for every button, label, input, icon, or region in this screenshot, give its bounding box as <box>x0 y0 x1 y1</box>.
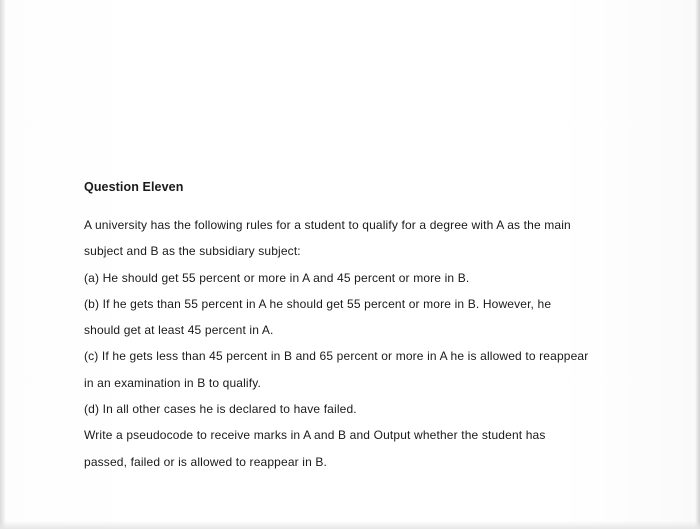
page-edge-shadow-bottom <box>0 521 700 529</box>
page-edge-shadow-right <box>695 0 700 529</box>
rule-b-line: (b) If he gets than 55 percent in A he should get 55 percent or more in B. However, he <box>84 296 552 311</box>
rule-a-line: (a) He should get 55 percent or more in A and 45 percent or more in B. <box>84 270 470 285</box>
rule-c-line: in an examination in B to qualify. <box>84 375 261 390</box>
page-edge-shadow-left <box>0 0 6 529</box>
task-instruction-line: passed, failed or is allowed to reappear in B. <box>84 454 328 469</box>
rule-d-line: (d) In all other cases he is declared to have failed. <box>84 402 357 417</box>
task-instruction-line: Write a pseudocode to receive marks in A and B and Output whether the student has <box>84 428 546 443</box>
rule-b-line: should get at least 45 percent in A. <box>84 323 274 338</box>
question-heading: Question Eleven <box>84 180 184 194</box>
question-block <box>84 176 644 475</box>
question-text-line: A university has the following rules for a student to qualify for a degree with A as the main <box>84 218 571 232</box>
question-text-line: subject and B as the subsidiary subject: <box>84 244 301 259</box>
rule-c-line: (c) If he gets less than 45 percent in B and 65 percent or more in A he is allowed to reappear <box>84 349 589 364</box>
